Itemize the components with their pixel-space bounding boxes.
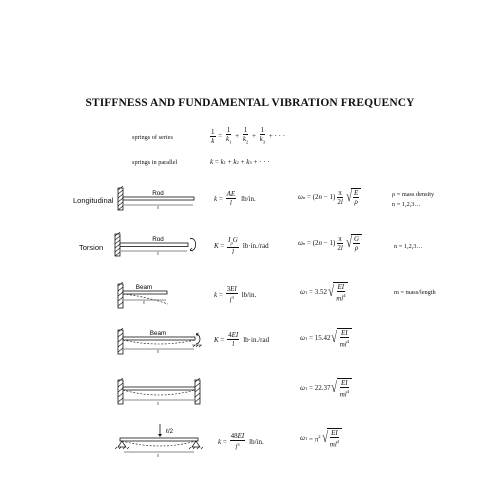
guided-beam-label: Beam xyxy=(149,330,167,337)
longitudinal-stiffness: k = $\frac{AE}{l}$ lb/in. xyxy=(214,190,256,207)
cantilever-beam-label: Beam xyxy=(135,284,153,291)
torsion-stiffness: K = $I_pG$ l lb·in./rad xyxy=(214,236,269,257)
simply-load-label: ℓ/2 xyxy=(166,429,173,435)
longitudinal-frequency: ω n = (2 n − 1) π 2l √ $\frac{E}{\rho}$ xyxy=(298,188,361,206)
longitudinal-note-n: n = 1,2,3… xyxy=(392,201,421,208)
parallel-label: springs in parallel xyxy=(132,159,178,166)
torsion-label: Torsion xyxy=(79,243,104,252)
series-label: springs of series xyxy=(132,134,173,141)
longitudinal-rod-label: Rod xyxy=(152,190,164,197)
fixed-beam-diagram xyxy=(114,376,206,412)
page-title: STIFFNESS AND FUNDAMENTAL VIBRATION FREQUENCY xyxy=(85,97,415,109)
simply-stiffness: k = $\frac{48EI}{l^3}$ lb/in. xyxy=(218,432,264,452)
simply-frequency: ω 1 = $\pi^2$ √ $\frac{EI}{ml^4}$ xyxy=(300,428,342,448)
longitudinal-rod-diagram xyxy=(114,186,196,214)
torsion-frequency: ω n = (2 n − 1) π 2l √ $\frac{G}{\rho}$ xyxy=(298,234,362,252)
guided-frequency: ω 1 = 15.42 √ $\frac{EI}{ml^4}$ xyxy=(300,328,352,348)
guided-stiffness: K = $\frac{4EI}{l}$ lb·in./rad xyxy=(214,331,270,348)
cantilever-length-label: ℓ xyxy=(143,300,145,305)
fixed-frequency: ω 1 = 22.37 √ $\frac{EI}{ml^4}$ xyxy=(300,378,352,398)
parallel-formula: k = k 1 + k 2 + k 3 + · · · xyxy=(210,158,270,166)
series-formula: $\frac{1}{k}$ = $\frac{1}{k_1}$ + $\frac{1}{k_2}$ + $\frac{1}{k_3}$ + · · · xyxy=(211,126,286,145)
torsion-rod-label: Rod xyxy=(152,236,164,243)
torsion-length-label: ℓ xyxy=(157,251,159,256)
longitudinal-label: Longitudinal xyxy=(73,196,114,205)
torsion-rod-diagram xyxy=(110,232,202,260)
cantilever-frequency: ω 1 = 3.52 √ $\frac{EI}{ml^4}$ xyxy=(300,282,348,302)
simply-length-label: ℓ xyxy=(157,453,159,458)
torsion-note-n: n = 1,2,3… xyxy=(394,243,423,250)
cantilever-note-m: m = mass/length xyxy=(394,289,436,296)
cantilever-stiffness: k = $\frac{3EI}{l^3}$ lb/in. xyxy=(214,285,257,305)
longitudinal-note-density: ρ = mass density xyxy=(392,191,435,198)
guided-length-label: ℓ xyxy=(157,349,159,354)
cantilever-beam-diagram xyxy=(114,280,206,316)
simply-supported-beam-diagram xyxy=(114,422,206,462)
guided-beam-diagram xyxy=(114,326,210,362)
fixed-length-label: ℓ xyxy=(157,401,159,406)
longitudinal-length-label: ℓ xyxy=(157,205,159,210)
